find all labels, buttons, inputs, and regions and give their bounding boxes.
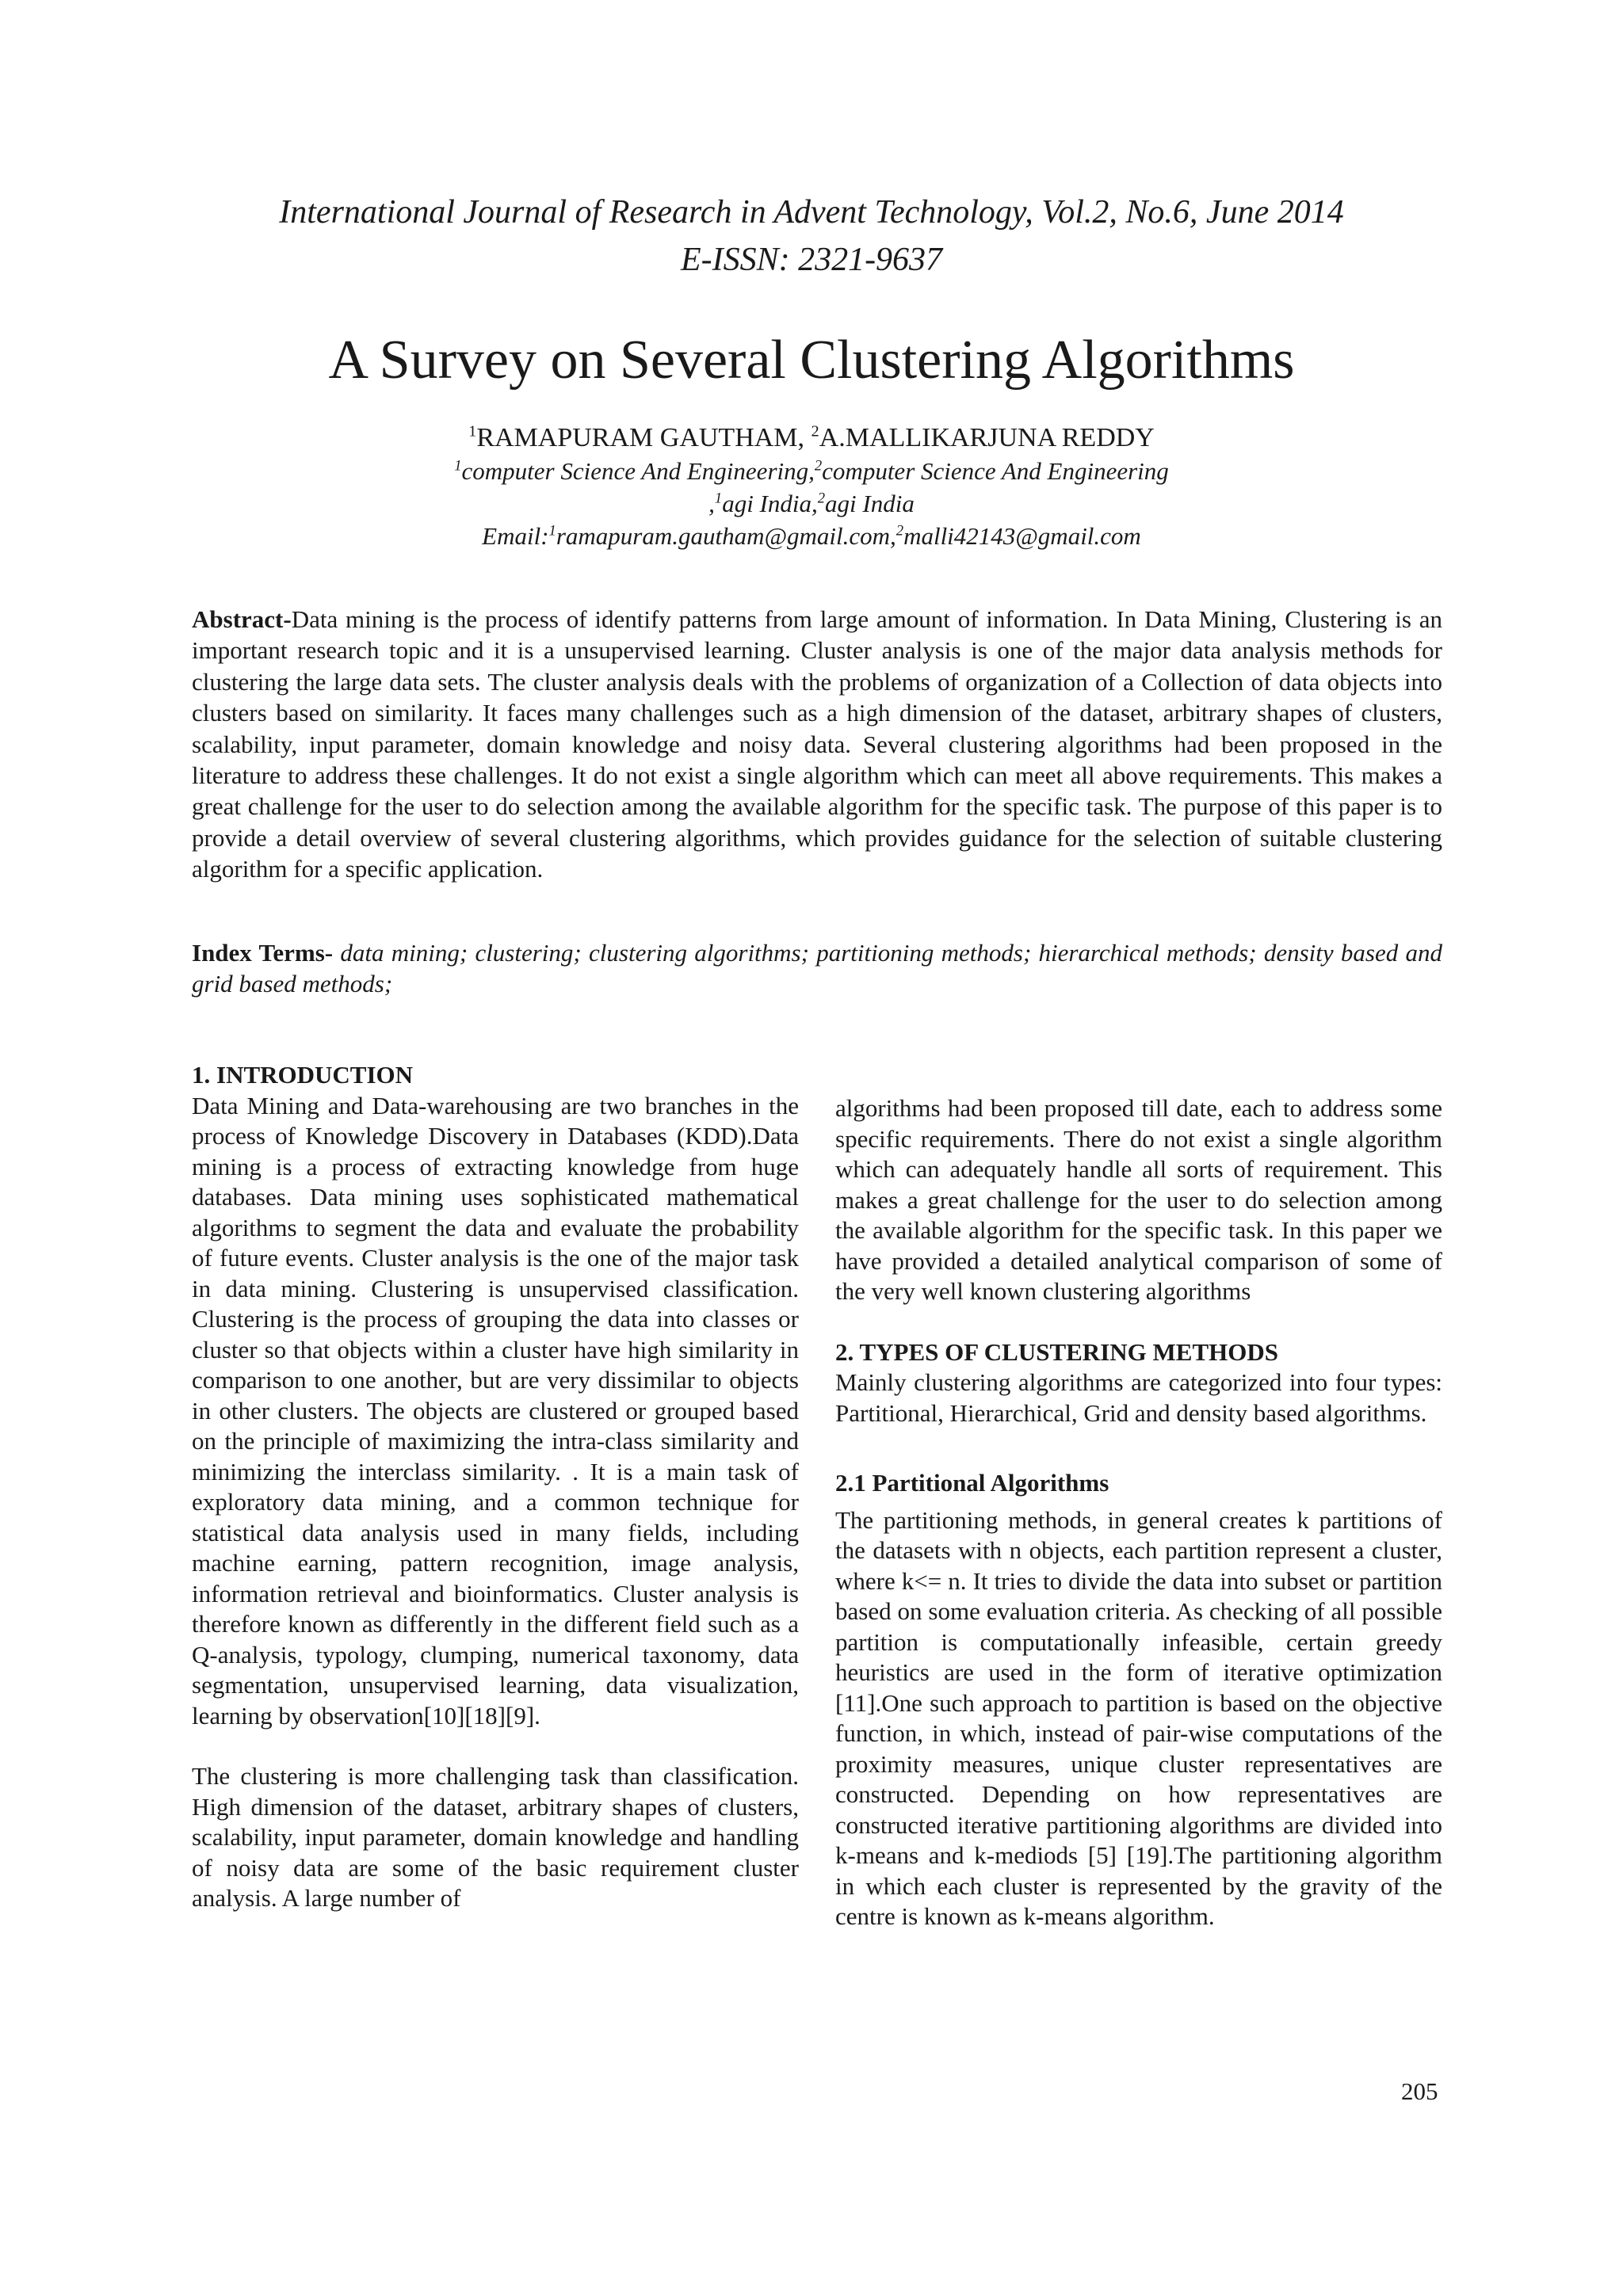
abstract-text: Data mining is the process of identify patterns from large amount of information. In Data Mining, Clustering is an important research topic and it is a unsupervised learning. Cluster analysis is one of the major data analysis methods for clustering the large data sets. The cluster analysis deals with the problems of organization of a Collection of data objects into clusters based on similarity. It faces many challenges such as a high dimension of the dataset, arbitrary shapes of clusters, scalability, input parameter, domain knowledge and noisy data. Several clustering algorithms had been proposed in the literature to address these challenges. It do not exist a single algorithm which can meet all above requirements. This makes a great challenge for the user to do selection among the available algorithm for the specific task. The purpose of this paper is to provide a detail overview of several clustering algorithms, which provides guidance for the selection of suitable clustering algorithm for a specific application. [192, 605, 1442, 883]
abstract [192, 604, 1442, 885]
section2-heading: 2. TYPES OF CLUSTERING METHODS [835, 1337, 1278, 1366]
journal-header [0, 189, 1623, 284]
issn-line: E-ISSN: 2321-9637 [680, 242, 943, 278]
email-label: Email: [482, 522, 549, 550]
inst2-sup: 2 [817, 490, 826, 507]
paper-title: A Survey on Several Clustering Algorithms [328, 330, 1295, 391]
index-terms-label: Index Terms- [192, 939, 334, 967]
affiliation-line [0, 455, 1623, 487]
page-number: 205 [1401, 2077, 1438, 2105]
author-names [0, 421, 1623, 455]
intro-paragraph-continued: algorithms had been proposed till date, each to address some specific requirements. There do not exist a single algorithm which can adequately handle all sorts of requirement. This makes a great challenge for the user to do selection among the available algorithm for the specific task. In this paper we have provided a detailed analytical comparison of some of the very well known clustering algorithms [835, 1094, 1442, 1305]
email-line [0, 520, 1623, 552]
aff1-sup: 1 [454, 457, 462, 475]
intro-heading: 1. INTRODUCTION [192, 1061, 414, 1089]
abstract-label: Abstract- [192, 605, 292, 633]
email2: malli42143@gmail.com [903, 522, 1141, 550]
author1-name: RAMAPURAM GAUTHAM, [476, 423, 805, 452]
left-column [192, 1060, 799, 1914]
email1: ramapuram.gautham@gmail.com, [556, 522, 896, 550]
author-block [0, 421, 1623, 552]
author2-name: A.MALLIKARJUNA REDDY [819, 423, 1155, 452]
index-terms [192, 937, 1442, 999]
right-column [835, 1093, 1442, 1932]
intro-paragraph-2: The clustering is more challenging task than classification. High dimension of the dataset, arbitrary shapes of clusters, scalability, input parameter, domain knowledge and handling of noisy data are some of the basic requirement cluster analysis. A large number of [192, 1762, 799, 1912]
email2-sup: 2 [896, 522, 904, 540]
inst1-sup: 1 [714, 490, 723, 507]
email1-sup: 1 [548, 522, 556, 540]
section21-heading: 2.1 Partitional Algorithms [835, 1469, 1109, 1497]
section21-text: The partitioning methods, in general creates k partitions of the datasets with n objects, each partition represent a cluster, where k<= n. It tries to divide the data into subset or partition based on some evaluation criteria. As checking of all possible partition is computationally infeasible, certain greedy heuristics are used in the form of iterative optimization [11].One such approach to partition is based on the objective function, in which, instead of pair-wise computations of the proximity measures, unique cluster representatives are constructed. Depending on how representatives are constructed iterative partitioning algorithms are divided into k-means and k-mediods [5] [19].The partitioning algorithm in which each cluster is represented by the gravity of the centre is known as k-means algorithm. [835, 1505, 1442, 1930]
institution-line [0, 487, 1623, 520]
inst1: agi India, [722, 490, 818, 517]
aff2: computer Science And Engineering [822, 457, 1169, 485]
aff1: computer Science And Engineering, [461, 457, 815, 485]
index-terms-text: data mining; clustering; clustering algorithms; partitioning methods; hierarchical methods; density based and grid based methods; [192, 939, 1442, 997]
journal-line: International Journal of Research in Advent Technology, Vol.2, No.6, June 2014 [279, 194, 1344, 231]
inst2: agi India [825, 490, 915, 517]
aff2-sup: 2 [814, 457, 823, 475]
author2-sup: 2 [811, 422, 819, 441]
intro-paragraph-1: Data Mining and Data-warehousing are two branches in the process of Knowledge Discovery in Databases (KDD).Data mining is a process of extracting knowledge from huge databases. Data mining uses sophisticated mathematical algorithms to segment the data and evaluate the probability of future events. Cluster analysis is the one of the major task in data mining. Clustering is unsupervised classification. Clustering is the process of grouping the data into classes or cluster so that objects within a cluster have high similarity in comparison to one another, but are very dissimilar to objects in other clusters. The objects are clustered or grouped based on the principle of maximizing the intra-class similarity and minimizing the interclass similarity. . It is a main task of exploratory data mining, and a common technique for statistical data analysis used in many fields, including machine earning, pattern recognition, image analysis, information retrieval and bioinformatics. Cluster analysis is therefore known as differently in the different field such as a Q-analysis, typology, clumping, numerical taxonomy, data segmentation, unsupervised learning, data visualization, learning by observation[10][18][9]. [192, 1091, 799, 1730]
inst-prefix: , [708, 490, 715, 517]
author1-sup: 1 [468, 422, 477, 441]
section2-text: Mainly clustering algorithms are categorized into four types: Partitional, Hierarchical, Grid and density based algorithms. [835, 1368, 1442, 1427]
